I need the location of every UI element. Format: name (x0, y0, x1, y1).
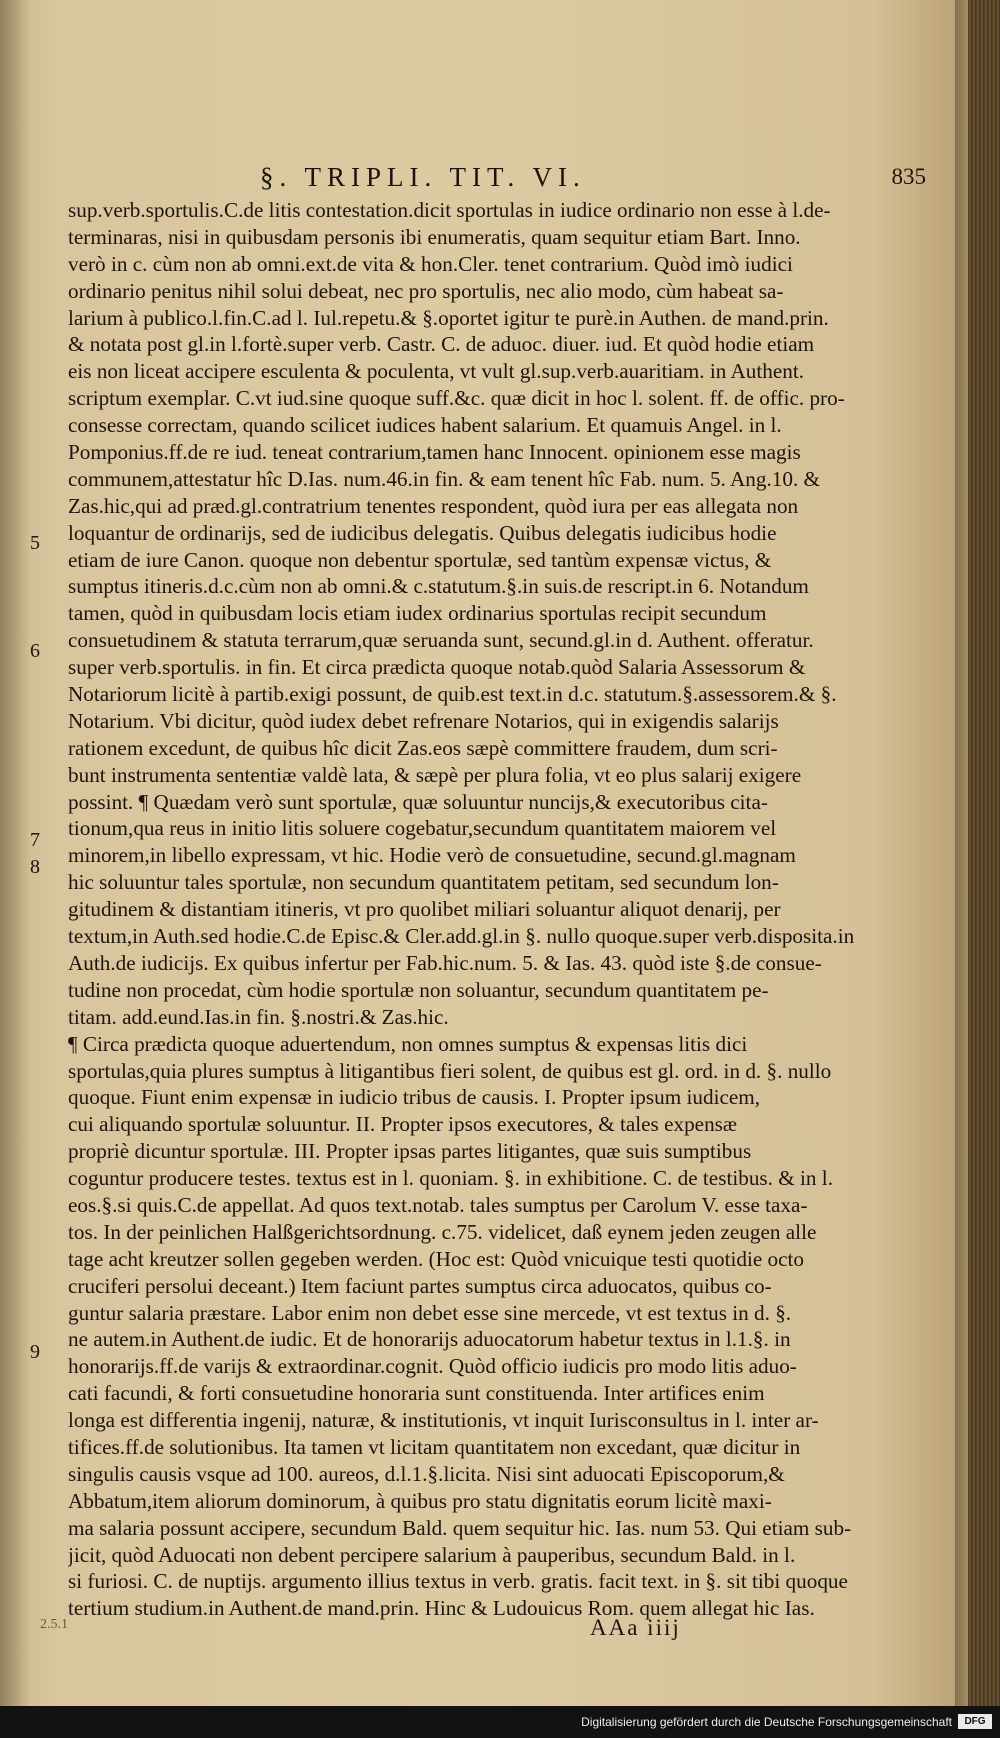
text-line: singulis causis vsque ad 100. aureos, d.l.1.§.licita. Nisi sint aduocati Episcoporum,& (68, 1461, 785, 1486)
dfg-logo-icon: DFG (958, 1714, 992, 1729)
text-line: quoque. Fiunt enim expensæ in iudicio tribus de causis. I. Propter ipsum iudicem, (68, 1085, 761, 1110)
text-line: tifices.ff.de solutionibus. Ita tamen vt licitam quantitatem non excedant, quæ dicitur in (68, 1434, 801, 1459)
text-line: cui aliquando sportulæ soluuntur. II. Propter ipsos executores, & tales expensæ (68, 1112, 738, 1137)
text-line: coguntur producere testes. textus est in l. quoniam. §. in exhibitione. C. de testibus. & in l. (68, 1166, 833, 1191)
margin-number-7: 7 (30, 829, 40, 851)
text-line: sup.verb.sportulis.C.de litis contestation.dicit sportulas in iudice ordinario non esse à l.de- (68, 198, 831, 222)
text-line: Pomponius.ff.de re iud. teneat contrarium,tamen hanc Innocent. opinionem esse magis (68, 440, 801, 465)
footer-credit: Digitalisierung gefördert durch die Deutsche Forschungsgemeinschaft (581, 1715, 952, 1729)
text-line: ne autem.in Authent.de iudic. Et de honorarijs aduocatorum habetur textus in l.1.§. in (68, 1327, 791, 1352)
text-line: Zas.hic,qui ad præd.gl.contratrium tenentes respondent, quòd iura per eas allegata non (68, 493, 799, 518)
text-line: cruciferi persolui deceant.) Item faciunt partes sumptus circa aduocatos, quibus co- (68, 1273, 772, 1298)
text-line: verò in c. cùm non ab omni.ext.de vita & hon.Cler. tenet contrarium. Quòd imò iudici (68, 251, 793, 276)
text-line: possint. ¶ Quædam verò sunt sportulæ, quæ soluuntur nuncijs,& executoribus cita- (68, 789, 768, 814)
text-line: scriptum exemplar. C.vt iud.sine quoque suff.&c. quæ dicit in hoc l. solent. ff. de offic. pro- (68, 386, 845, 411)
text-line: gitudinem & distantiam itineris, vt pro quolibet miliari soluantur aliquot denarij, per (68, 897, 781, 922)
text-line: tage acht kreutzer sollen gegeben werden. (Hoc est: Quòd vnicuique testi quotidie octo (68, 1246, 805, 1271)
text-line: larium à publico.l.fin.C.ad l. Iul.repetu.& §.oportet igitur te purè.in Authen. de mand.prin. (68, 305, 829, 330)
text-line: tamen, quòd in quibusdam locis etiam iudex ordinarius sportulas recipit secundum (68, 601, 767, 626)
margin-number-5: 5 (30, 532, 40, 554)
text-line: Notarium. Vbi dicitur, quòd iudex debet refrenare Notarios, qui in exigendis salarijs (68, 708, 779, 733)
text-line: titam. add.eund.Ias.in fin. §.nostri.& Zas.hic. (68, 1004, 449, 1029)
text-line: consuetudinem & statuta terrarum,quæ seruanda sunt, secund.gl.in d. Authent. offeratur. (68, 628, 814, 653)
corner-mark: 2.5.1 (40, 1617, 68, 1632)
text-line: longa est differentia ingenij, naturæ, & institutionis, vt inquit Iurisconsultus in l. inter ar- (68, 1408, 819, 1433)
text-line: bunt instrumenta sententiæ valdè lata, & sæpè per plura folia, vt eo plus salarij exigere (68, 762, 802, 787)
text-line: jicit, quòd Aduocati non debent percipere salarium à pauperibus, secundum Bald. in l. (68, 1542, 796, 1567)
margin-number-9: 9 (30, 1341, 40, 1363)
text-line: eis non liceat accipere esculenta & poculenta, vt vult gl.sup.verb.auaritiam. in Authent. (68, 359, 805, 384)
text-line: Auth.de iudicijs. Ex quibus infertur per Fab.hic.num. 5. & Ias. 43. quòd iste §.de consue- (68, 950, 822, 975)
text-line: tos. In der peinlichen Halßgerichtsordnung. c.75. videlicet, daß eynem jeden zeugen alle (68, 1219, 817, 1244)
text-line: minorem,in libello expressam, vt hic. Hodie verò de consuetudine, secund.gl.magnam (68, 843, 796, 868)
text-line: si furiosi. C. de nuptijs. argumento illius textus in verb. gratis. facit text. in §. sit tibi quoque (68, 1569, 848, 1594)
text-line: tertium studium.in Authent.de mand.prin. Hinc & Ludouicus Rom. quem allegat hic Ias. (68, 1596, 815, 1621)
signature-mark: AAa iiij (590, 1615, 681, 1640)
text-line: super verb.sportulis. in fin. Et circa prædicta quoque notab.quòd Salaria Assessorum & (68, 655, 806, 680)
text-line: sumptus itineris.d.c.cùm non ab omni.& c.statutum.§.in suis.de rescript.in 6. Notandum (68, 574, 809, 599)
footer-bar (0, 1706, 1000, 1738)
page-number: 835 (891, 164, 926, 189)
text-line: guntur salaria præstare. Labor enim non debet esse sine mercede, vt est textus in d. §. (68, 1300, 792, 1325)
text-line: Abbatum,item aliorum dominorum, à quibus pro statu dignitatis eorum licitè maxi- (68, 1488, 772, 1513)
text-line: loquantur de ordinarijs, sed de iudicibus delegatis. Quibus delegatis iudicibus hodie (68, 520, 777, 545)
text-line: hic soluuntur tales sportulæ, non secundum quantitatem petitam, sed secundum lon- (68, 870, 779, 895)
running-head (0, 162, 968, 194)
text-line: tionum,qua reus in initio litis soluere cogebatur,secundum quantitatem maiorem vel (68, 816, 777, 841)
text-line: textum,in Auth.sed hodie.C.de Episc.& Cler.add.gl.in §. nullo quoque.super verb.disposita.in (68, 924, 855, 949)
text-line: honorarijs.ff.de varijs & extraordinar.cognit. Quòd officio iudicis pro modo litis aduo- (68, 1354, 797, 1379)
spine-shadow (0, 0, 30, 1706)
text-line: communem,attestatur hîc D.Ias. num.46.in fin. & eam tenent hîc Fab. num. 5. Ang.10. & (68, 466, 821, 491)
book-edge (968, 0, 1000, 1706)
text-line: rationem excedunt, de quibus hîc dicit Zas.eos sæpè committere fraudem, dum scri- (68, 735, 778, 760)
body-text (68, 197, 906, 1622)
margin-number-6: 6 (30, 640, 40, 662)
text-line: terminaras, nisi in quibusdam personis ibi enumeratis, quam sequitur etiam Bart. Inno. (68, 224, 801, 249)
text-line: etiam de iure Canon. quoque non debentur sportulæ, sed tantùm expensæ victus, & (68, 547, 772, 572)
text-line: Notariorum licitè à partib.exigi possunt, de quib.est text.in d.c. statutum.§.assessorem.& §. (68, 682, 837, 707)
text-line: tudine non procedat, cùm hodie sportulæ non soluantur, secundum quantitatem pe- (68, 977, 769, 1002)
text-line: eos.§.si quis.C.de appellat. Ad quos text.notab. tales sumptus per Carolum V. esse taxa- (68, 1192, 808, 1217)
text-line: propriè dicuntur sportulæ. III. Propter ipsas partes litigantes, quæ suis sumptibus (68, 1139, 752, 1164)
text-line: ordinario penitus nihil solui debeat, nec pro sportulis, nec alio modo, cùm habeat sa- (68, 278, 784, 303)
text-line: sportulas,quia plures sumptus à litigantibus fieri solent, de quibus est gl. ord. in d. §. nullo (68, 1058, 832, 1083)
text-line: consesse correctam, quando scilicet iudices habent salarium. Et quamuis Angel. in l. (68, 413, 782, 438)
text-line: ma salaria possunt accipere, secundum Bald. quem sequitur hic. Ias. num 53. Qui etiam sub- (68, 1515, 852, 1540)
text-line: cati facundi, & forti consuetudine honoraria sunt constituenda. Inter artifices enim (68, 1381, 765, 1406)
running-head-title: §. TRIPLI. TIT. VI. (260, 162, 586, 192)
margin-number-8: 8 (30, 856, 40, 878)
text-line: & notata post gl.in l.fortè.super verb. Castr. C. de aduoc. diuer. iud. Et quòd hodie etiam (68, 332, 815, 357)
text-line: ¶ Circa prædicta quoque aduertendum, non omnes sumptus & expensas litis dici (68, 1031, 748, 1056)
